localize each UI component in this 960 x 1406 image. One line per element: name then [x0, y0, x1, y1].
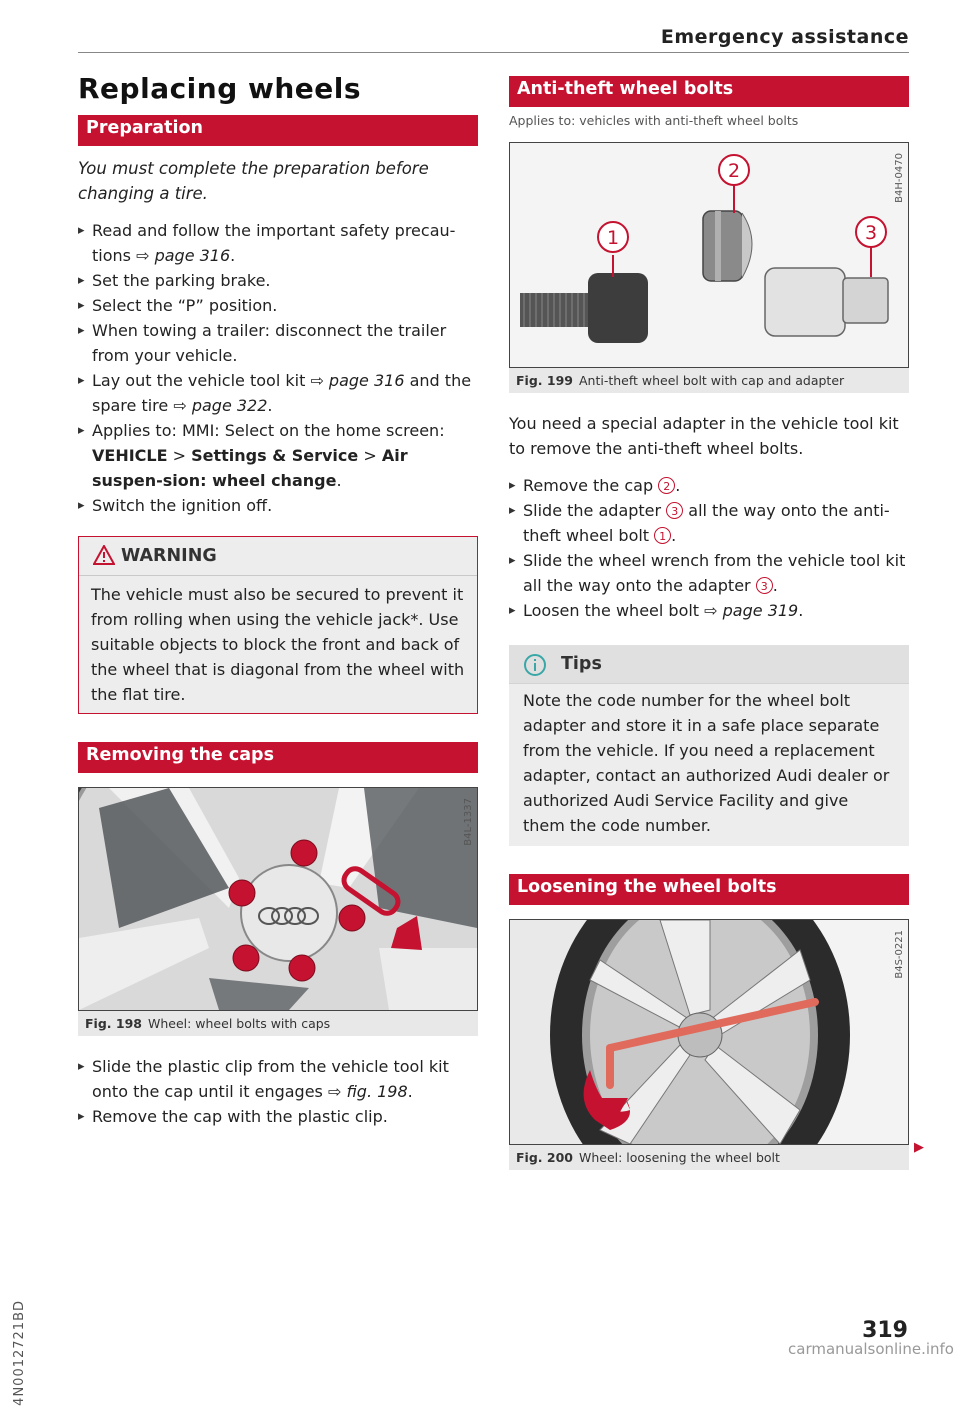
page-title: Replacing wheels	[78, 72, 362, 105]
section-title: Emergency assistance	[660, 26, 909, 48]
removing-caps-steps	[78, 1054, 478, 1129]
figure-200	[509, 919, 909, 1145]
page-ref-link[interactable]: ⇨ page 316	[310, 371, 405, 390]
left-column	[78, 72, 478, 1129]
warning-title: WARNING	[121, 546, 217, 566]
callout-3: 3	[864, 222, 878, 244]
antitheft-steps	[509, 473, 909, 623]
figure-code: B4S-0221	[894, 930, 905, 979]
tips-box	[509, 645, 909, 846]
list-item: ▸ Remove the cap 2 .	[509, 473, 909, 498]
figure-198	[78, 787, 478, 1011]
info-icon	[523, 653, 547, 677]
list-item: ▸ Slide the adapter 3 all the way onto the anti-theft wheel bolt 1 .	[509, 498, 909, 548]
callout-ref: 2	[658, 477, 675, 494]
figure-200-caption: Fig. 200 Wheel: loosening the wheel bolt	[509, 1145, 909, 1170]
page-number: 319	[862, 1318, 908, 1343]
continue-arrow-icon: ▶	[914, 1140, 924, 1155]
figure-199-caption: Fig. 199 Anti-theft wheel bolt with cap and adapter	[509, 368, 909, 393]
list-item: ▸ Slide the wheel wrench from the vehicle tool kit all the way onto the adapter 3 .	[509, 548, 909, 598]
warning-box	[78, 536, 478, 714]
list-item: ▸ Slide the plastic clip from the vehicle tool kit onto the cap until it engages ⇨ fig. 198.	[78, 1054, 478, 1104]
callout-ref: 3	[666, 502, 683, 519]
callout-2: 2	[727, 160, 741, 182]
callout-ref: 3	[756, 577, 773, 594]
list-item: ▸ Lay out the vehicle tool kit ⇨ page 316 and the spare tire ⇨ page 322.	[78, 368, 478, 418]
page-ref-link[interactable]: ⇨ page 319	[704, 601, 799, 620]
figure-code: B4L-1337	[463, 798, 474, 846]
list-item: ▸ Set the parking brake.	[78, 268, 478, 293]
loosening-heading: Loosening the wheel bolts	[509, 874, 909, 905]
page-ref-link[interactable]: ⇨ page 322	[173, 396, 268, 415]
document-code: 4N0012721BD	[12, 1300, 27, 1406]
applies-to: Applies to: vehicles with anti-theft wheel bolts	[509, 113, 799, 128]
figure-code: B4H-0470	[894, 153, 905, 203]
list-item: ▸ Applies to: MMI: Select on the home screen: VEHICLE > Settings & Service > Air suspen-sion: wheel change.	[78, 418, 478, 493]
callout-1: 1	[606, 227, 620, 249]
warning-triangle-icon	[93, 545, 115, 565]
antitheft-bolt-illustration	[510, 143, 908, 367]
removing-caps-heading: Removing the caps	[78, 742, 478, 773]
list-item: ▸ Switch the ignition off.	[78, 493, 478, 518]
preparation-steps	[78, 218, 478, 518]
figure-198-caption: Fig. 198 Wheel: wheel bolts with caps	[78, 1011, 478, 1036]
preparation-intro: You must complete the preparation before changing a tire.	[78, 159, 429, 203]
tips-text: Note the code number for the wheel bolt adapter and store it in a safe place separate from the vehicle. If you need a replacement adapter, contact an authorized Audi dealer or authorized Audi Service Facility and give them the code number.	[523, 691, 890, 835]
list-item: ▸ Remove the cap with the plastic clip.	[78, 1104, 478, 1129]
figure-199	[509, 142, 909, 368]
wheel-caps-illustration	[79, 788, 477, 1010]
list-item: ▸ When towing a trailer: disconnect the trailer from your vehicle.	[78, 318, 478, 368]
figure-ref-link[interactable]: ⇨ fig. 198	[327, 1082, 408, 1101]
antitheft-text: You need a special adapter in the vehicle tool kit to remove the anti-theft wheel bolts.	[509, 414, 899, 458]
running-header	[78, 22, 909, 53]
right-column	[509, 76, 909, 1170]
callout-ref: 1	[654, 527, 671, 544]
warning-text: The vehicle must also be secured to prevent it from rolling when using the vehicle jack*. Use suitable objects to block the front and back of the wheel that is diagonal from the wheel with the flat tire.	[91, 585, 465, 704]
tips-title: Tips	[561, 654, 602, 674]
list-item: ▸ Select the “P” position.	[78, 293, 478, 318]
list-item: ▸ Read and follow the important safety precau-tions ⇨ page 316.	[78, 218, 478, 268]
preparation-heading: Preparation	[78, 115, 478, 146]
watermark: carmanualsonline.info	[788, 1340, 954, 1358]
list-item: ▸ Loosen the wheel bolt ⇨ page 319.	[509, 598, 909, 623]
page-ref-link[interactable]: ⇨ page 316	[136, 246, 231, 265]
antitheft-heading: Anti-theft wheel bolts	[509, 76, 909, 107]
wheel-wrench-illustration	[510, 920, 908, 1144]
